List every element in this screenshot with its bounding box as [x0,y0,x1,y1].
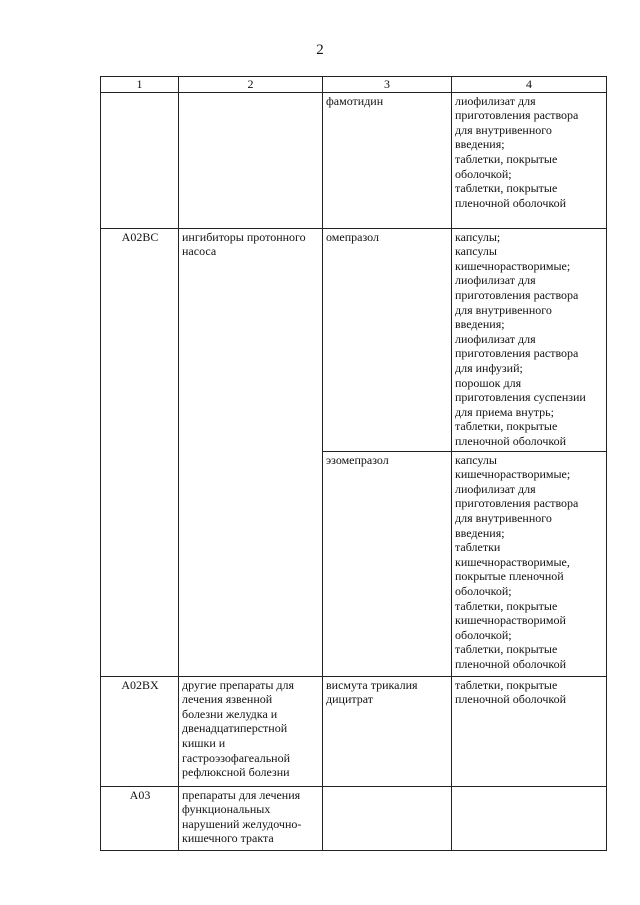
group-line: нарушений желудочно- [182,816,302,831]
atc-code-cell [101,92,179,228]
dosage-form-line: лиофилизат для [455,331,536,346]
drug-name-line: дицитрат [326,692,374,707]
atc-code-cell: A02BC [101,228,179,676]
group-line: кишки и [182,735,226,750]
dosage-form-line: таблетки [455,540,501,555]
dosage-form-line: кишечнорастворимые; [455,258,571,273]
table-row [101,92,607,228]
dosage-form-line: таблетки, покрытые [455,151,558,166]
group-line: двенадцатиперстной [182,721,288,736]
drug-name-cell: фамотидин [323,92,452,228]
drug-name-line: висмута трикалия [326,677,418,692]
dosage-form-line: таблетки, покрытые [455,181,558,196]
dosage-form-line: лиофилизат для [455,481,536,496]
group-line: функциональных [182,802,271,817]
dosage-forms-cell [452,92,607,228]
drug-name-cell [323,786,452,850]
dosage-form-line: покрытые пленочной [455,569,564,584]
dosage-form-line: таблетки, покрытые [455,677,558,692]
group-line: лечения язвенной [182,692,273,707]
atc-code-cell: A02BX [101,676,179,786]
group-cell [179,786,323,850]
dosage-form-line: приготовления раствора [455,496,579,511]
dosage-form-line: лиофилизат для [455,93,536,108]
column-header-1: 1 [101,77,179,93]
dosage-form-line: капсулы; [455,229,501,244]
group-line: ингибиторы протонного [182,229,306,244]
dosage-form-line: пленочной оболочкой [455,433,567,448]
dosage-forms-cell [452,451,607,676]
column-header-2: 2 [179,77,323,93]
dosage-form-line: пленочной оболочкой [455,195,567,210]
dosage-form-line: капсулы [455,244,497,259]
group-line: насоса [182,244,217,259]
dosage-forms-cell [452,786,607,850]
dosage-form-line: пленочной оболочкой [455,692,567,707]
dosage-form-line: приготовления раствора [455,108,579,123]
dosage-form-line: введения; [455,525,505,540]
dosage-form-line: капсулы [455,452,497,467]
dosage-form-line: приготовления раствора [455,287,579,302]
page-number: 2 [316,42,324,58]
dosage-form-line: приготовления раствора [455,346,579,361]
dosage-form-line: для внутривенного [455,510,552,525]
dosage-form-line: для приема внутрь; [455,404,554,419]
dosage-forms-cell [452,228,607,451]
dosage-form-line: кишечнорастворимые; [455,467,571,482]
dosage-form-line: для внутривенного [455,302,552,317]
dosage-form-line: пленочной оболочкой [455,656,567,671]
group-cell [179,92,323,228]
group-line: болезни желудка и [182,706,278,721]
column-header-4: 4 [452,77,607,93]
dosage-form-line: оболочкой; [455,583,512,598]
dosage-form-line: таблетки, покрытые [455,642,558,657]
dosage-form-line: введения; [455,317,505,332]
dosage-form-line: оболочкой; [455,166,512,181]
dosage-form-line: для инфузий; [455,360,523,375]
dosage-form-line: таблетки, покрытые [455,419,558,434]
group-cell [179,228,323,676]
dosage-form-line: таблетки, покрытые [455,598,558,613]
dosage-form-line: для внутривенного [455,122,552,137]
dosage-form-line: лиофилизат для [455,273,536,288]
drug-table [100,76,607,851]
group-line: другие препараты для [182,677,295,692]
dosage-form-line: приготовления суспензии [455,390,586,405]
dosage-form-line: введения; [455,137,505,152]
table-row [101,228,607,451]
table-header-row [101,77,607,93]
drug-name-cell: эзомепразол [323,451,452,676]
group-line: гастроэзофагеальной [182,750,291,765]
table-row [101,786,607,850]
group-cell [179,676,323,786]
dosage-form-line: порошок для [455,375,522,390]
group-line: кишечного тракта [182,831,274,846]
drug-name-cell: омепразол [323,228,452,451]
group-line: препараты для лечения [182,787,301,802]
dosage-form-line: оболочкой; [455,627,512,642]
dosage-forms-cell [452,676,607,786]
drug-name-cell [323,676,452,786]
group-line: рефлюксной болезни [182,765,290,780]
column-header-3: 3 [323,77,452,93]
dosage-form-line: кишечнорастворимые, [455,554,570,569]
dosage-form-line: кишечнорастворимой [455,613,566,628]
table-row [101,676,607,786]
atc-code-cell: A03 [101,786,179,850]
